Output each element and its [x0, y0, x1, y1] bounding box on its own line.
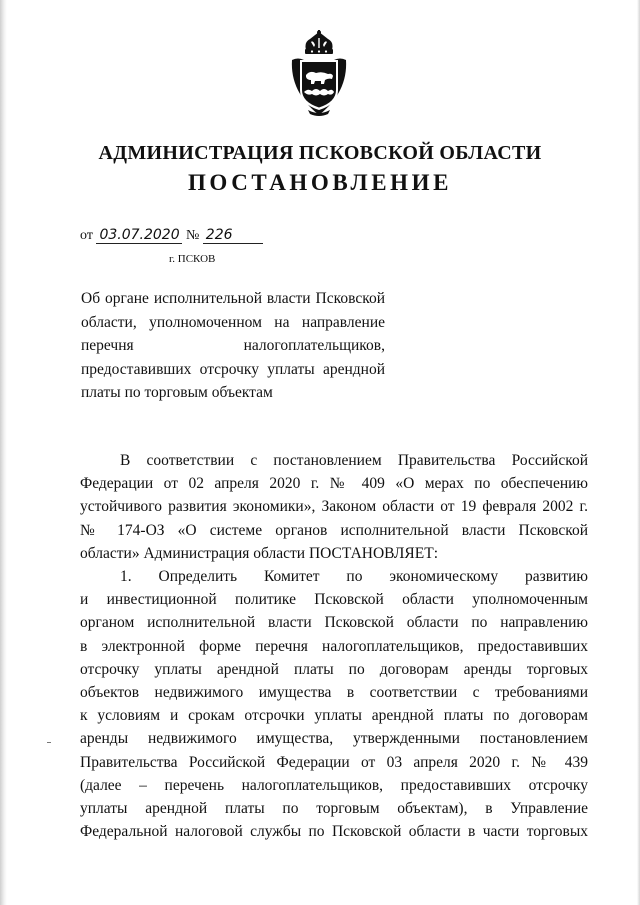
body-line: Правительства Российской Федерации от 03 апреля 2020 г. № 439	[80, 753, 588, 771]
document-subject: Об органе исполнительной власти Псковской области, уполномоченном на направление перечня налогоплательщиков, предоставивших отсрочку уплаты арендной платы по торговым объектам	[81, 290, 385, 401]
body-line: уплаты арендной платы по торговым объектам), в Управление	[80, 800, 588, 818]
body-line: Федеральной налоговой службы по Псковской области в части торговых	[80, 823, 588, 841]
body-line: аренды недвижимого имущества, утвержденными постановлением	[80, 730, 588, 748]
body-line: объектов недвижимого имущества в соответствии с требованиями	[80, 684, 588, 702]
date-prefix: от	[80, 228, 93, 243]
document-body	[80, 449, 588, 843]
body-line: (далее – перечень налогоплательщиков, предоставивших отсрочку	[80, 776, 588, 794]
margin-mark	[47, 742, 51, 743]
body-line: устойчивого развития экономики», Законом области от 19 февраля 2002 г.	[80, 498, 588, 516]
handwritten-number: 226	[203, 228, 263, 244]
scan-edge-left	[0, 0, 7, 905]
coat-of-arms-icon	[288, 30, 350, 116]
body-line: Федерации от 02 апреля 2020 г. № 409 «О мерах по обеспечению	[80, 475, 588, 493]
organization-title: АДМИНИСТРАЦИЯ ПСКОВСКОЙ ОБЛАСТИ	[98, 142, 542, 164]
body-line: органом исполнительной власти Псковской области по направлению	[80, 614, 588, 632]
body-line: 1. Определить Комитет по экономическому развитию	[120, 568, 588, 586]
body-line: отсрочку уплаты арендной платы по договорам аренды торговых	[80, 660, 588, 678]
number-prefix: №	[185, 228, 200, 243]
body-line: к условиям и срокам отсрочки уплаты арендной платы по договорам	[80, 707, 588, 725]
body-line: № 174-ОЗ «О системе органов исполнительной власти Псковской	[80, 521, 588, 539]
body-line: в электронной форме перечня налогоплательщиков, предоставивших	[80, 637, 588, 655]
body-line: области» Администрация области ПОСТАНОВЛЯЕТ:	[80, 544, 438, 562]
handwritten-date: 03.07.2020	[96, 228, 182, 244]
place-of-issue: г. ПСКОВ	[169, 253, 216, 265]
body-line: В соответствии с постановлением Правительства Российской	[120, 452, 588, 469]
body-line: и инвестиционной политике Псковской области уполномоченным	[80, 591, 588, 609]
date-number-line	[80, 228, 263, 244]
document-type-title: ПОСТАНОВЛЕНИЕ	[187, 170, 453, 195]
